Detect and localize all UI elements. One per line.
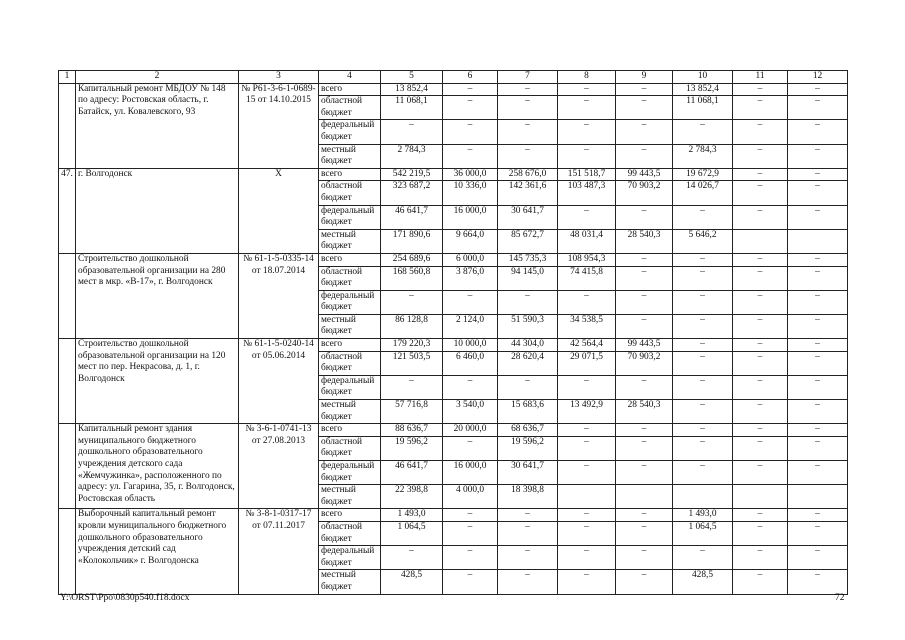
- amount-cell: –: [733, 181, 788, 205]
- amount-cell: –: [788, 546, 848, 570]
- amount-cell: –: [616, 83, 673, 96]
- amount-cell: –: [673, 339, 733, 352]
- funding-source: федеральный бюджет: [319, 375, 381, 399]
- amount-cell: 57 716,8: [381, 400, 443, 424]
- amount-cell: –: [558, 83, 616, 96]
- funding-source: федеральный бюджет: [319, 546, 381, 570]
- amount-cell: –: [616, 266, 673, 290]
- amount-cell: 68 636,7: [498, 424, 558, 437]
- amount-cell: –: [733, 509, 788, 522]
- amount-cell: –: [381, 375, 443, 399]
- amount-cell: –: [616, 546, 673, 570]
- item-number: [59, 509, 76, 594]
- funding-source: федеральный бюджет: [319, 205, 381, 229]
- column-number: 11: [733, 71, 788, 84]
- amount-cell: –: [788, 205, 848, 229]
- amount-cell: –: [616, 424, 673, 437]
- amount-cell: –: [788, 400, 848, 424]
- amount-cell: 19 596,2: [498, 436, 558, 460]
- amount-cell: –: [788, 266, 848, 290]
- funding-source: местный бюджет: [319, 144, 381, 168]
- table-row: [59, 424, 848, 437]
- funding-source: всего: [319, 424, 381, 437]
- amount-cell: –: [733, 205, 788, 229]
- document-ref: № 3-6-1-0741-13 от 27.08.2013: [239, 424, 319, 509]
- amount-cell: –: [381, 120, 443, 144]
- table-row: [59, 509, 848, 522]
- amount-cell: 108 954,3: [558, 253, 616, 266]
- document-ref: № 61-1-5-0240-14 от 05.06.2014: [239, 339, 319, 424]
- amount-cell: 3 540,0: [443, 400, 498, 424]
- amount-cell: 46 641,7: [381, 461, 443, 485]
- amount-cell: [788, 229, 848, 253]
- amount-cell: –: [558, 205, 616, 229]
- amount-cell: 22 398,8: [381, 485, 443, 509]
- amount-cell: –: [616, 375, 673, 399]
- column-number: 6: [443, 71, 498, 84]
- amount-cell: –: [788, 83, 848, 96]
- amount-cell: 9 664,0: [443, 229, 498, 253]
- amount-cell: 70 903,2: [616, 351, 673, 375]
- amount-cell: –: [443, 546, 498, 570]
- amount-cell: –: [558, 521, 616, 545]
- funding-source: местный бюджет: [319, 229, 381, 253]
- amount-cell: 30 641,7: [498, 461, 558, 485]
- amount-cell: 44 304,0: [498, 339, 558, 352]
- amount-cell: 121 503,5: [381, 351, 443, 375]
- amount-cell: –: [616, 253, 673, 266]
- funding-source: областной бюджет: [319, 266, 381, 290]
- funding-source: всего: [319, 168, 381, 181]
- amount-cell: –: [443, 375, 498, 399]
- amount-cell: –: [558, 375, 616, 399]
- amount-cell: 86 128,8: [381, 314, 443, 338]
- column-number: 4: [319, 71, 381, 84]
- funding-source: областной бюджет: [319, 521, 381, 545]
- amount-cell: –: [788, 509, 848, 522]
- amount-cell: –: [498, 509, 558, 522]
- amount-cell: –: [498, 83, 558, 96]
- amount-cell: 1 064,5: [381, 521, 443, 545]
- funding-source: федеральный бюджет: [319, 120, 381, 144]
- amount-cell: –: [733, 521, 788, 545]
- table-row: [59, 168, 848, 181]
- table-row: [59, 253, 848, 266]
- amount-cell: [733, 229, 788, 253]
- amount-cell: –: [443, 96, 498, 120]
- amount-cell: –: [788, 375, 848, 399]
- amount-cell: –: [673, 120, 733, 144]
- amount-cell: 85 672,7: [498, 229, 558, 253]
- amount-cell: 2 124,0: [443, 314, 498, 338]
- object-name: Капитальный ремонт МБДОУ № 148 по адресу: Ростовская область, г. Батайск, ул. Ковалевского, 93: [76, 83, 239, 168]
- amount-cell: –: [558, 120, 616, 144]
- funding-source: местный бюджет: [319, 570, 381, 594]
- amount-cell: –: [443, 509, 498, 522]
- amount-cell: 16 000,0: [443, 205, 498, 229]
- amount-cell: –: [788, 521, 848, 545]
- amount-cell: 36 000,0: [443, 168, 498, 181]
- column-number: 10: [673, 71, 733, 84]
- amount-cell: –: [616, 144, 673, 168]
- amount-cell: –: [443, 521, 498, 545]
- amount-cell: –: [733, 375, 788, 399]
- amount-cell: –: [443, 120, 498, 144]
- funding-source: областной бюджет: [319, 96, 381, 120]
- column-number: 9: [616, 71, 673, 84]
- item-number: 47.: [59, 168, 76, 253]
- amount-cell: –: [673, 253, 733, 266]
- amount-cell: 14 026,7: [673, 181, 733, 205]
- amount-cell: –: [733, 83, 788, 96]
- document-ref: № 61-1-5-0335-14 от 18.07.2014: [239, 253, 319, 338]
- amount-cell: 94 145,0: [498, 266, 558, 290]
- amount-cell: 15 683,6: [498, 400, 558, 424]
- table-row: [59, 339, 848, 352]
- amount-cell: –: [558, 509, 616, 522]
- amount-cell: 18 398,8: [498, 485, 558, 509]
- amount-cell: –: [673, 290, 733, 314]
- amount-cell: –: [788, 424, 848, 437]
- funding-source: федеральный бюджет: [319, 290, 381, 314]
- amount-cell: 88 636,7: [381, 424, 443, 437]
- amount-cell: 16 000,0: [443, 461, 498, 485]
- amount-cell: –: [616, 436, 673, 460]
- amount-cell: 323 687,2: [381, 181, 443, 205]
- amount-cell: 3 876,0: [443, 266, 498, 290]
- object-name: Выборочный капитальный ремонт кровли муниципального бюджетного дошкольного образовательного учреждения детский сад «Колокольчик» г. Волгодонска: [76, 509, 239, 594]
- amount-cell: [558, 485, 616, 509]
- amount-cell: –: [733, 570, 788, 594]
- amount-cell: 171 890,6: [381, 229, 443, 253]
- amount-cell: 168 560,8: [381, 266, 443, 290]
- amount-cell: –: [443, 436, 498, 460]
- amount-cell: –: [733, 290, 788, 314]
- amount-cell: –: [616, 290, 673, 314]
- amount-cell: 103 487,3: [558, 181, 616, 205]
- amount-cell: –: [788, 253, 848, 266]
- amount-cell: 48 031,4: [558, 229, 616, 253]
- amount-cell: 142 361,6: [498, 181, 558, 205]
- column-number: 5: [381, 71, 443, 84]
- amount-cell: –: [788, 290, 848, 314]
- amount-cell: –: [443, 290, 498, 314]
- amount-cell: –: [673, 400, 733, 424]
- amount-cell: –: [673, 266, 733, 290]
- amount-cell: –: [788, 96, 848, 120]
- funding-source: федеральный бюджет: [319, 461, 381, 485]
- amount-cell: –: [443, 144, 498, 168]
- amount-cell: –: [788, 144, 848, 168]
- amount-cell: –: [498, 290, 558, 314]
- page-number: 72: [835, 593, 845, 603]
- amount-cell: –: [381, 546, 443, 570]
- amount-cell: –: [733, 351, 788, 375]
- amount-cell: –: [733, 168, 788, 181]
- amount-cell: 1 493,0: [673, 509, 733, 522]
- amount-cell: 2 784,3: [381, 144, 443, 168]
- column-number: 12: [788, 71, 848, 84]
- column-number: 1: [59, 71, 76, 84]
- amount-cell: 30 641,7: [498, 205, 558, 229]
- amount-cell: –: [788, 351, 848, 375]
- object-name: Капитальный ремонт здания муниципального бюджетного дошкольного образовательного учреждения детского сада «Жемчужинка», расположенного по адресу: ул. Гагарина, 35, г. Волгодонск, Ростовская область: [76, 424, 239, 509]
- amount-cell: 19 596,2: [381, 436, 443, 460]
- amount-cell: 42 564,4: [558, 339, 616, 352]
- amount-cell: –: [673, 351, 733, 375]
- amount-cell: 10 336,0: [443, 181, 498, 205]
- amount-cell: –: [733, 253, 788, 266]
- amount-cell: 5 646,2: [673, 229, 733, 253]
- amount-cell: 179 220,3: [381, 339, 443, 352]
- amount-cell: –: [558, 436, 616, 460]
- amount-cell: –: [558, 96, 616, 120]
- amount-cell: –: [673, 546, 733, 570]
- amount-cell: 28 540,3: [616, 229, 673, 253]
- amount-cell: [788, 485, 848, 509]
- amount-cell: –: [673, 205, 733, 229]
- amount-cell: –: [788, 461, 848, 485]
- funding-source: местный бюджет: [319, 485, 381, 509]
- amount-cell: 1 064,5: [673, 521, 733, 545]
- item-number: [59, 83, 76, 168]
- amount-cell: –: [616, 570, 673, 594]
- document-ref: Х: [239, 168, 319, 253]
- amount-cell: –: [788, 168, 848, 181]
- amount-cell: –: [733, 339, 788, 352]
- funding-source: всего: [319, 253, 381, 266]
- amount-cell: 34 538,5: [558, 314, 616, 338]
- amount-cell: 20 000,0: [443, 424, 498, 437]
- amount-cell: –: [733, 144, 788, 168]
- item-number: [59, 339, 76, 424]
- amount-cell: –: [788, 436, 848, 460]
- amount-cell: –: [558, 290, 616, 314]
- amount-cell: –: [673, 424, 733, 437]
- amount-cell: 19 672,9: [673, 168, 733, 181]
- amount-cell: –: [788, 120, 848, 144]
- amount-cell: –: [673, 461, 733, 485]
- column-number: 3: [239, 71, 319, 84]
- object-name: Строительство дошкольной образовательной организации на 280 мест в мкр. «В-17», г. Волгодонск: [76, 253, 239, 338]
- amount-cell: –: [498, 144, 558, 168]
- amount-cell: –: [616, 521, 673, 545]
- amount-cell: –: [733, 96, 788, 120]
- amount-cell: –: [788, 314, 848, 338]
- object-name: Строительство дошкольной образовательной организации на 120 мест по пер. Некрасова, д. 1, г. Волгодонск: [76, 339, 239, 424]
- amount-cell: 10 000,0: [443, 339, 498, 352]
- column-number: 7: [498, 71, 558, 84]
- amount-cell: 428,5: [673, 570, 733, 594]
- funding-source: местный бюджет: [319, 314, 381, 338]
- amount-cell: 6 460,0: [443, 351, 498, 375]
- amount-cell: –: [673, 375, 733, 399]
- amount-cell: 2 784,3: [673, 144, 733, 168]
- footer-file-path: Y:\ORST\Ppo\0830p540.f18.docx: [60, 593, 190, 603]
- amount-cell: 151 518,7: [558, 168, 616, 181]
- amount-cell: –: [788, 570, 848, 594]
- amount-cell: –: [616, 314, 673, 338]
- amount-cell: 6 000,0: [443, 253, 498, 266]
- funding-source: областной бюджет: [319, 351, 381, 375]
- amount-cell: 254 689,6: [381, 253, 443, 266]
- amount-cell: –: [558, 424, 616, 437]
- amount-cell: –: [443, 570, 498, 594]
- funding-source: местный бюджет: [319, 400, 381, 424]
- amount-cell: –: [733, 424, 788, 437]
- amount-cell: –: [733, 461, 788, 485]
- amount-cell: 13 492,9: [558, 400, 616, 424]
- amount-cell: –: [443, 83, 498, 96]
- amount-cell: –: [788, 181, 848, 205]
- amount-cell: –: [733, 266, 788, 290]
- amount-cell: –: [733, 546, 788, 570]
- column-number: 2: [76, 71, 239, 84]
- amount-cell: –: [616, 96, 673, 120]
- amount-cell: –: [673, 314, 733, 338]
- amount-cell: 11 068,1: [381, 96, 443, 120]
- amount-cell: –: [498, 96, 558, 120]
- amount-cell: 4 000,0: [443, 485, 498, 509]
- document-ref: № 3-8-1-0317-17 от 07.11.2017: [239, 509, 319, 594]
- amount-cell: 51 590,3: [498, 314, 558, 338]
- amount-cell: 28 620,4: [498, 351, 558, 375]
- amount-cell: 74 415,8: [558, 266, 616, 290]
- amount-cell: 1 493,0: [381, 509, 443, 522]
- amount-cell: –: [558, 461, 616, 485]
- funding-source: областной бюджет: [319, 181, 381, 205]
- amount-cell: [733, 485, 788, 509]
- table-row: [59, 83, 848, 96]
- budget-table: [58, 70, 848, 595]
- amount-cell: –: [558, 144, 616, 168]
- amount-cell: –: [733, 400, 788, 424]
- amount-cell: 99 443,5: [616, 168, 673, 181]
- amount-cell: 29 071,5: [558, 351, 616, 375]
- amount-cell: –: [558, 570, 616, 594]
- column-number: 8: [558, 71, 616, 84]
- amount-cell: –: [498, 570, 558, 594]
- item-number: [59, 424, 76, 509]
- amount-cell: [673, 485, 733, 509]
- amount-cell: –: [558, 546, 616, 570]
- amount-cell: –: [498, 375, 558, 399]
- amount-cell: –: [788, 339, 848, 352]
- amount-cell: –: [498, 120, 558, 144]
- item-number: [59, 253, 76, 338]
- amount-cell: –: [673, 436, 733, 460]
- amount-cell: 258 676,0: [498, 168, 558, 181]
- amount-cell: –: [616, 509, 673, 522]
- document-ref: № Р61-3-6-1-0689-15 от 14.10.2015: [239, 83, 319, 168]
- amount-cell: –: [733, 436, 788, 460]
- amount-cell: –: [616, 205, 673, 229]
- amount-cell: 99 443,5: [616, 339, 673, 352]
- amount-cell: 11 068,1: [673, 96, 733, 120]
- amount-cell: –: [733, 120, 788, 144]
- amount-cell: 428,5: [381, 570, 443, 594]
- amount-cell: 13 852,4: [673, 83, 733, 96]
- amount-cell: 70 903,2: [616, 181, 673, 205]
- header-row: [59, 71, 848, 84]
- amount-cell: 542 219,5: [381, 168, 443, 181]
- amount-cell: 28 540,3: [616, 400, 673, 424]
- funding-source: областной бюджет: [319, 436, 381, 460]
- amount-cell: 145 735,3: [498, 253, 558, 266]
- amount-cell: –: [381, 290, 443, 314]
- amount-cell: 46 641,7: [381, 205, 443, 229]
- funding-source: всего: [319, 509, 381, 522]
- amount-cell: –: [733, 314, 788, 338]
- amount-cell: –: [616, 461, 673, 485]
- amount-cell: –: [498, 546, 558, 570]
- amount-cell: 13 852,4: [381, 83, 443, 96]
- amount-cell: –: [498, 521, 558, 545]
- funding-source: всего: [319, 339, 381, 352]
- funding-source: всего: [319, 83, 381, 96]
- amount-cell: [616, 485, 673, 509]
- object-name: г. Волгодонск: [76, 168, 239, 253]
- amount-cell: –: [616, 120, 673, 144]
